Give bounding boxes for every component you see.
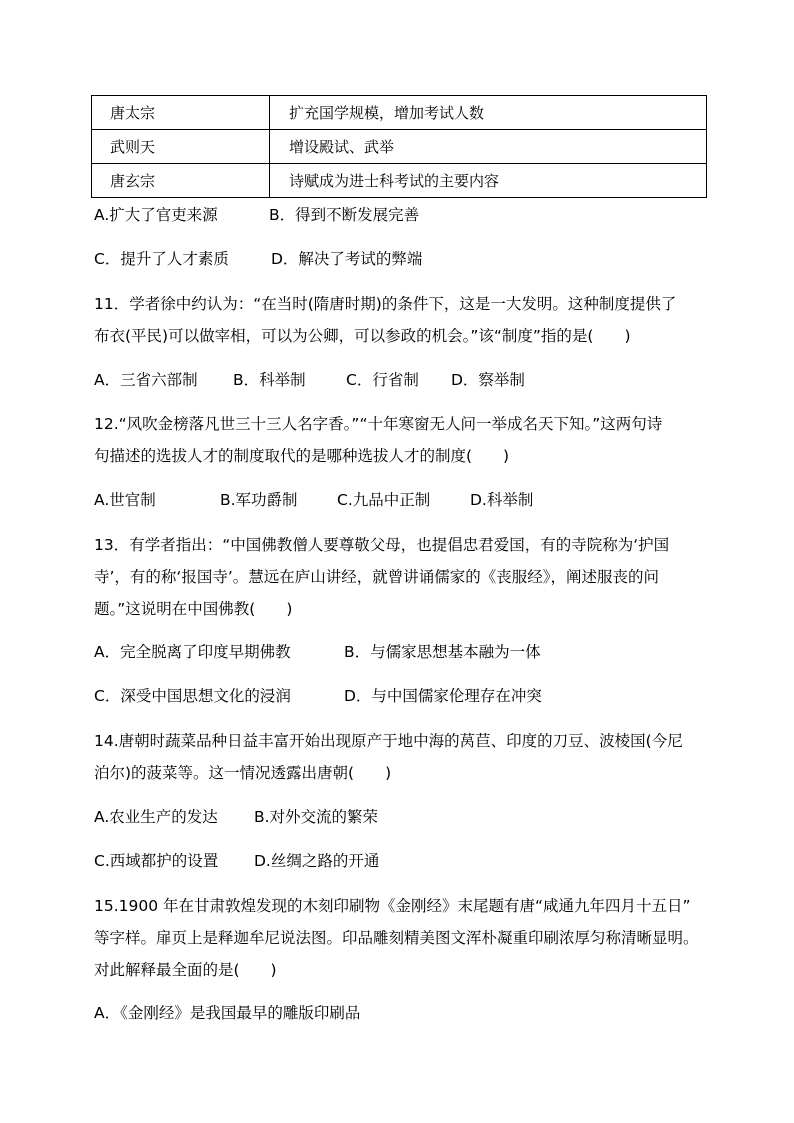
q14-option-b[interactable]: B.对外交流的繁荣 [254, 808, 379, 826]
q12-options [94, 483, 702, 517]
q15-stem-line1: 15.1900 年在甘肃敦煌发现的木刻印刷物《金刚经》末尾题有唐“咸通九年四月十五日” [94, 897, 691, 915]
q13-options-row2 [94, 679, 702, 713]
q12-stem-line2: 句描述的选拔人才的制度取代的是哪种选拔人才的制度( ) [94, 447, 510, 465]
q13-stem-line1: 13．有学者指出：“中国佛教僧人要尊敬父母，也提倡忠君爱国，有的寺院称为‘护国 [94, 536, 670, 554]
q10-option-c[interactable]: C．提升了人才素质 [94, 250, 229, 268]
table-cell-measure: 增设殿试、武举 [270, 130, 707, 164]
q10-options-row1 [94, 198, 702, 232]
q11-options [94, 363, 702, 397]
table-row [92, 96, 707, 130]
table-cell-ruler: 唐太宗 [92, 96, 270, 130]
q11-option-d[interactable]: D．察举制 [451, 371, 525, 389]
q15-options-row1 [94, 996, 702, 1030]
q11-option-b[interactable]: B．科举制 [233, 371, 306, 389]
table-cell-measure: 诗赋成为进士科考试的主要内容 [270, 164, 707, 198]
q15-stem-line2: 等字样。扉页上是释迦牟尼说法图。印品雕刻精美图文浑朴凝重印刷浓厚匀称清晰显明。 [94, 929, 699, 947]
q11-stem-line2: 布衣(平民)可以做宰相，可以为公卿，可以参政的机会。”该“制度”指的是( ) [94, 327, 631, 345]
q13-option-d[interactable]: D．与中国儒家伦理存在冲突 [344, 687, 542, 705]
q13-option-a[interactable]: A．完全脱离了印度早期佛教 [94, 643, 291, 661]
q10-option-b[interactable]: B．得到不断发展完善 [269, 206, 420, 224]
q14-stem-line2: 泊尔)的菠菜等。这一情况透露出唐朝( ) [94, 764, 392, 782]
q14-option-d[interactable]: D.丝绸之路的开通 [254, 852, 380, 870]
q11-option-c[interactable]: C．行省制 [346, 371, 419, 389]
table-cell-measure: 扩充国学规模，增加考试人数 [270, 96, 707, 130]
table-row [92, 164, 707, 198]
q13-option-c[interactable]: C．深受中国思想文化的浸润 [94, 687, 291, 705]
q12-stem-line1: 12.“风吹金榜落凡世三十三人名字香。”“十年寒窗无人问一举成名天下知。”这两句诗 [94, 415, 663, 433]
q14-options-row1 [94, 800, 702, 834]
q12-option-c[interactable]: C.九品中正制 [337, 491, 431, 509]
q14-options-row2 [94, 844, 702, 878]
q12-option-a[interactable]: A.世官制 [94, 491, 156, 509]
q13-option-b[interactable]: B．与儒家思想基本融为一体 [344, 643, 541, 661]
q15-stem-line3: 对此解释最全面的是( ) [94, 961, 277, 979]
q15-option-a[interactable]: A．《金刚经》是我国最早的雕版印刷品 [94, 1004, 361, 1022]
table-cell-ruler: 武则天 [92, 130, 270, 164]
q10-options-row2 [94, 242, 702, 276]
q10-option-d[interactable]: D．解决了考试的弊端 [271, 250, 423, 268]
q13-stem-line2: 寺’，有的称‘报国寺’。慧远在庐山讲经，就曾讲诵儒家的《丧服经》，阐述服丧的问 [94, 568, 660, 586]
table-row [92, 130, 707, 164]
q14-stem-line1: 14.唐朝时蔬菜品种日益丰富开始出现原产于地中海的莴苣、印度的刀豆、波棱国(今尼 [94, 732, 683, 750]
q11-stem-line1: 11．学者徐中约认为：“在当时(隋唐时期)的条件下，这是一大发明。这种制度提供了 [94, 295, 677, 313]
q14-option-a[interactable]: A.农业生产的发达 [94, 808, 218, 826]
q10-option-a[interactable]: A.扩大了官吏来源 [94, 206, 218, 224]
q12-option-d[interactable]: D.科举制 [470, 491, 534, 509]
q13-stem-line3: 题。”这说明在中国佛教( ) [94, 600, 293, 618]
q14-option-c[interactable]: C.西域都护的设置 [94, 852, 219, 870]
q12-option-b[interactable]: B.军功爵制 [220, 491, 298, 509]
policy-table [91, 95, 707, 198]
q13-options-row1 [94, 635, 702, 669]
q11-option-a[interactable]: A．三省六部制 [94, 371, 198, 389]
table-cell-ruler: 唐玄宗 [92, 164, 270, 198]
